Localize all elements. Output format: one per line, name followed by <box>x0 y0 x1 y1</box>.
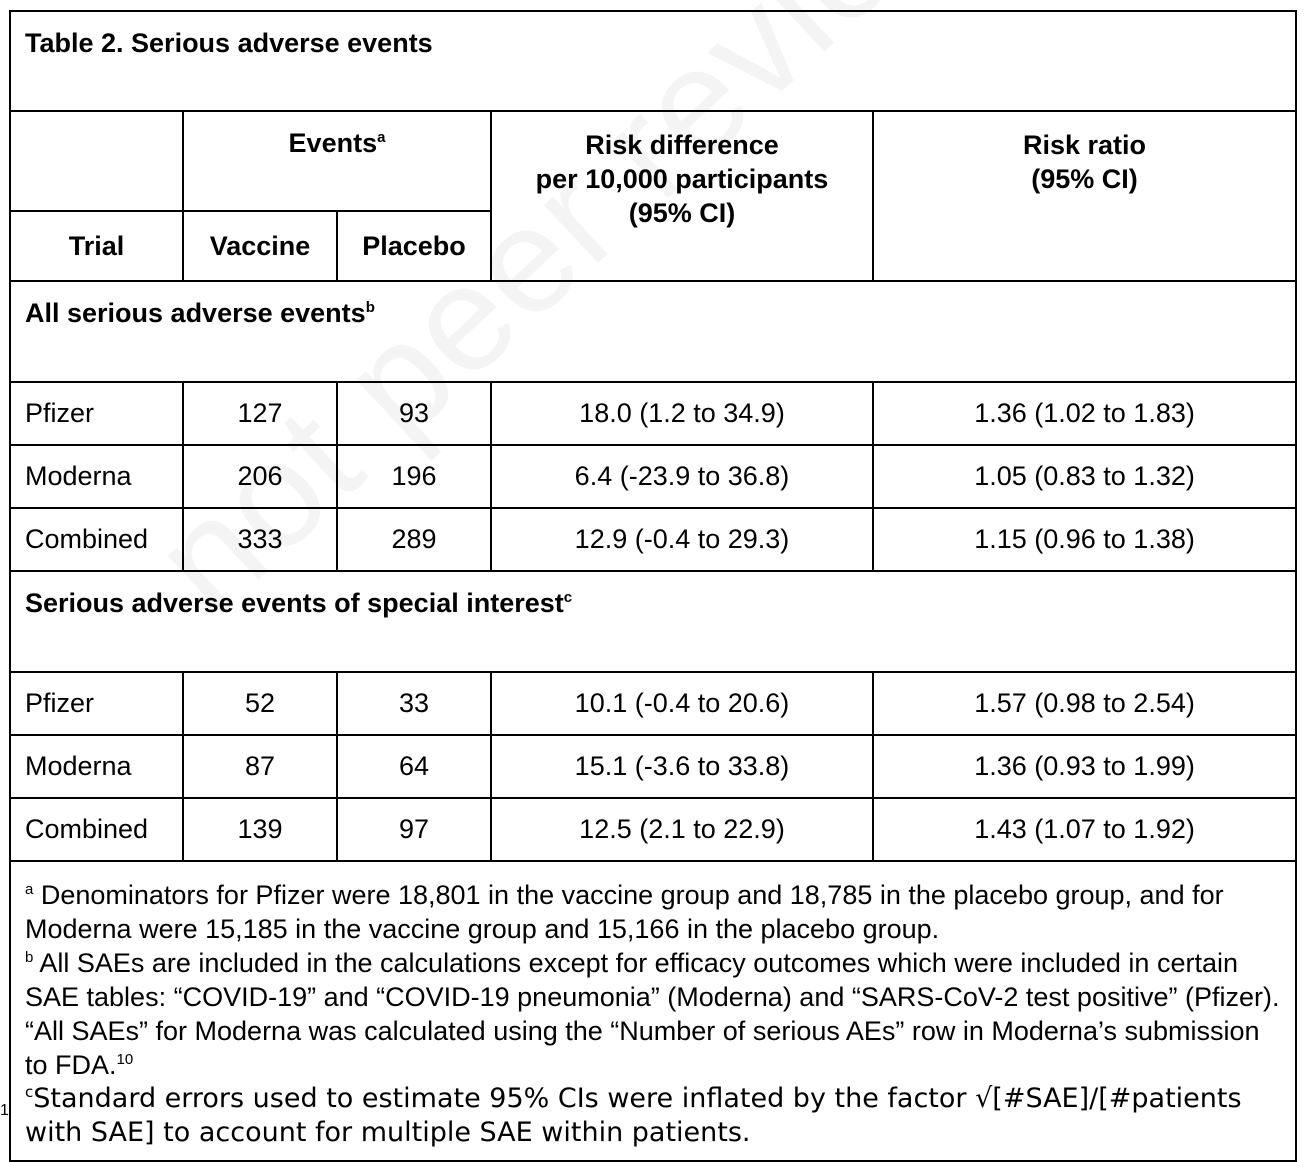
footnotes <box>10 861 1296 1161</box>
vaccine-count: 206 <box>183 445 337 508</box>
risk-ratio-value: 1.36 (0.93 to 1.99) <box>873 735 1296 798</box>
placebo-count: 64 <box>337 735 491 798</box>
table-row <box>10 508 1296 571</box>
placebo-count: 196 <box>337 445 491 508</box>
header-risk-difference: Risk difference per 10,000 participants (95% CI) <box>491 111 873 281</box>
vaccine-count: 139 <box>183 798 337 861</box>
header-placebo: Placebo <box>337 211 491 281</box>
page-number: 1 <box>0 1102 9 1119</box>
placebo-count: 289 <box>337 508 491 571</box>
table-row <box>10 735 1296 798</box>
section-title-special-interest: Serious adverse events of special interest$^c$ <box>10 571 1296 672</box>
serious-adverse-events-table <box>9 10 1297 1162</box>
risk-ratio-value: 1.05 (0.83 to 1.32) <box>873 445 1296 508</box>
table-row <box>10 798 1296 861</box>
header-empty-cell <box>10 111 183 211</box>
placebo-count: 97 <box>337 798 491 861</box>
header-trial: Trial <box>10 211 183 281</box>
vaccine-count: 52 <box>183 672 337 735</box>
risk-difference-value: 18.0 (1.2 to 34.9) <box>491 382 873 445</box>
vaccine-count: 87 <box>183 735 337 798</box>
risk-ratio-value: 1.43 (1.07 to 1.92) <box>873 798 1296 861</box>
placebo-count: 93 <box>337 382 491 445</box>
risk-difference-value: 15.1 (-3.6 to 33.8) <box>491 735 873 798</box>
risk-difference-value: 10.1 (-0.4 to 20.6) <box>491 672 873 735</box>
table-row <box>10 672 1296 735</box>
header-events: Events$^a$ <box>183 111 491 211</box>
trial-name: Combined <box>10 798 183 861</box>
risk-ratio-value: 1.15 (0.96 to 1.38) <box>873 508 1296 571</box>
trial-name: Moderna <box>10 735 183 798</box>
vaccine-count: 333 <box>183 508 337 571</box>
table-title: Table 2. Serious adverse events <box>10 11 1296 111</box>
risk-difference-value: 12.9 (-0.4 to 29.3) <box>491 508 873 571</box>
trial-name: Pfizer <box>10 672 183 735</box>
footnote-b: $^b$ All SAEs are included in the calculations except for efficacy outcomes which were included in certain SAE tables: “COVID-19” and “COVID-19 pneumonia” (Moderna) and “SARS-CoV-2 test positive” (Pfizer). “All SAEs” for Moderna was calculated using the “Number of serious AEs” row in Moderna’s submission to FDA.$^{10}$ <box>25 948 1280 1080</box>
risk-difference-value: 12.5 (2.1 to 22.9) <box>491 798 873 861</box>
table-row <box>10 382 1296 445</box>
trial-name: Pfizer <box>10 382 183 445</box>
header-vaccine: Vaccine <box>183 211 337 281</box>
footnote-a: $^a$ Denominators for Pfizer were 18,801 in the vaccine group and 18,785 in the placebo group, and for Moderna were 15,185 in the vaccine group and 15,166 in the placebo group. <box>25 880 1224 944</box>
table-row <box>10 445 1296 508</box>
vaccine-count: 127 <box>183 382 337 445</box>
section-title-all-sae: All serious adverse events$^b$ <box>10 281 1296 382</box>
placebo-count: 33 <box>337 672 491 735</box>
trial-name: Combined <box>10 508 183 571</box>
footnote-c: $^c$Standard errors used to estimate 95% CIs were inflated by the factor √[#SAE]/[#patients with SAE] to account for multiple SAE within patients. <box>25 1083 1242 1148</box>
header-risk-ratio: Risk ratio (95% CI) <box>873 111 1296 281</box>
risk-ratio-value: 1.36 (1.02 to 1.83) <box>873 382 1296 445</box>
trial-name: Moderna <box>10 445 183 508</box>
risk-ratio-value: 1.57 (0.98 to 2.54) <box>873 672 1296 735</box>
risk-difference-value: 6.4 (-23.9 to 36.8) <box>491 445 873 508</box>
